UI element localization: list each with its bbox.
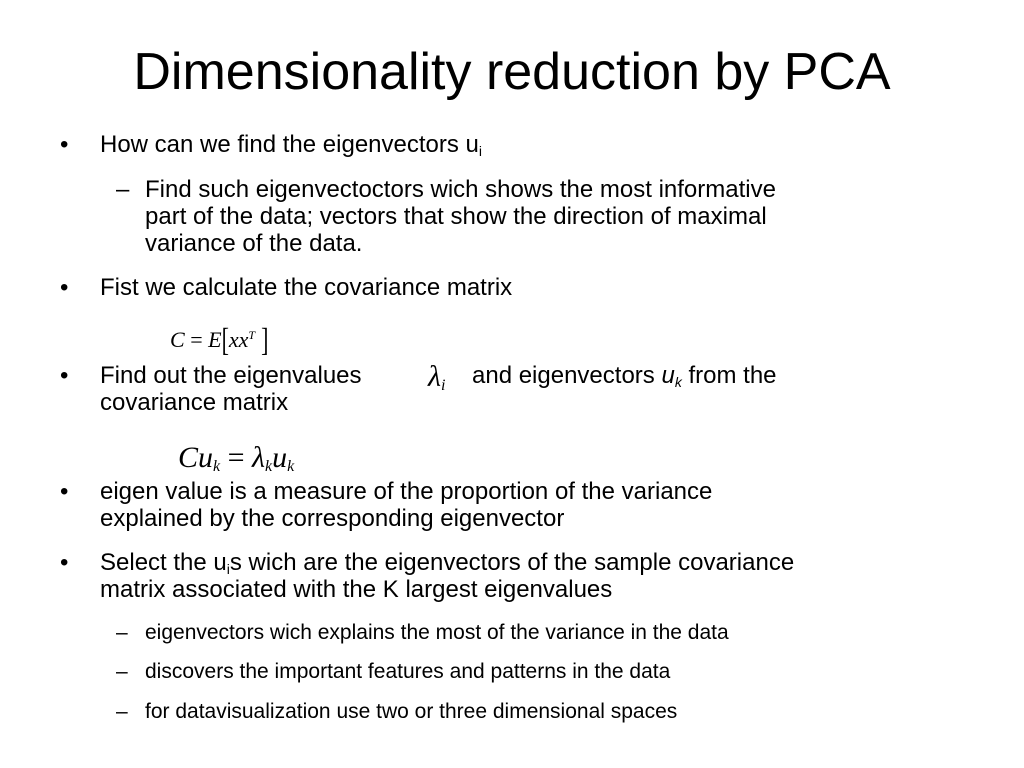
bullet: • [60,549,69,576]
bullet-text-eigenvectors: and eigenvectors $u_k$ from the [472,362,777,390]
dash: – [116,700,128,723]
lambda-i-formula: $\lambda_i$ [428,360,446,394]
bullet-text-covariance: Fist we calculate the covariance matrix [100,274,513,301]
bullet-text-eigenvalues: Find out the eigenvalues [100,362,362,389]
bullet-text-line2: matrix associated with the K largest eigenvalues [100,576,613,603]
eigen-equation: $Cu_k = \lambda_ku_k$ [178,441,295,475]
dash: – [116,660,128,683]
subitem-line: part of the data; vectors that show the direction of maximal [145,203,767,230]
bullet-text-line2: covariance matrix [100,389,289,416]
covariance-formula: $C = E[xx^T$ ] [170,320,269,358]
bullet-text-line: eigen value is a measure of the proportion of the variance [100,478,713,505]
bullet: • [60,274,69,301]
text: How can we find the eigenvectors u [100,131,479,158]
bullet: • [60,131,69,158]
bullet: • [60,362,69,389]
bullet-text-eigenvectors-question [100,131,482,159]
bullet-text-select: Select the $u_is$ wich are the eigenvectors of the sample covariance [100,549,795,577]
subitem-text: eigenvectors wich explains the most of the variance in the data [145,621,729,644]
subitem-text: discovers the important features and patterns in the data [145,660,671,683]
bullet: • [60,478,69,505]
dash: – [116,621,128,644]
subscript: i [478,143,483,159]
bullet-text-line: explained by the corresponding eigenvector [100,505,565,532]
subitem-line: variance of the data. [145,230,363,257]
subitem-text: for datavisualization use two or three dimensional spaces [145,700,678,723]
dash: – [116,176,130,203]
page-title: Dimensionality reduction by PCA [133,43,891,101]
subitem-line: Find such eigenvectoctors wich shows the most informative [145,176,776,203]
